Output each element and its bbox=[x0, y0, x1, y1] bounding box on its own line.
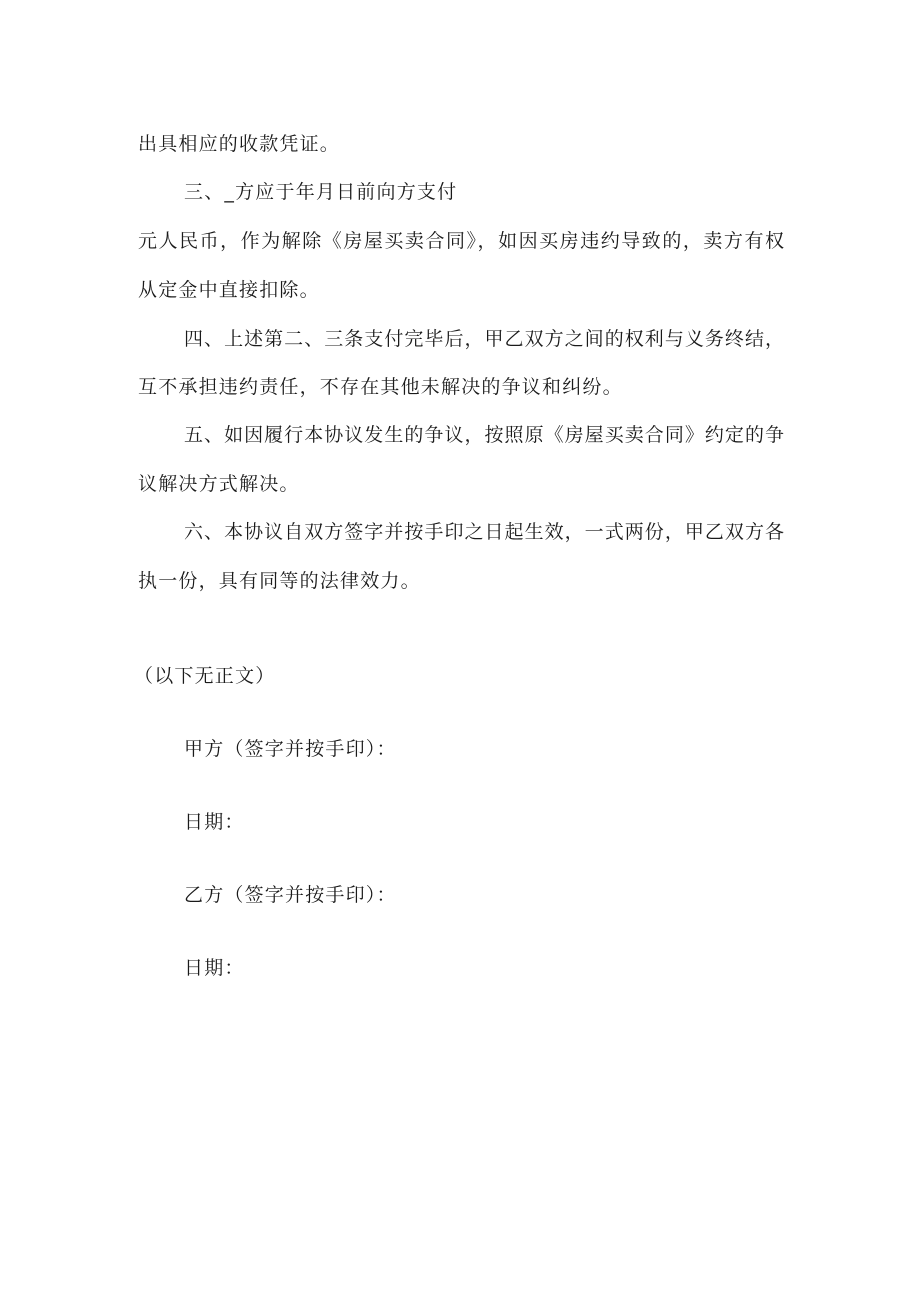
paragraph-line: 元人民币，作为解除《房屋买卖合同》，如因买房违约导致的，卖方有权 bbox=[138, 230, 784, 252]
party-b-date-label: 日期： bbox=[184, 957, 245, 979]
clause-five-line: 五、如因履行本协议发生的争议，按照原《房屋买卖合同》约定的争 bbox=[184, 424, 784, 446]
clause-six-line: 六、本协议自双方签字并按手印之日起生效，一式两份，甲乙双方各 bbox=[184, 521, 784, 543]
paragraph-line: 从定金中直接扣除。 bbox=[138, 279, 320, 301]
clause-three-line: 三、_方应于年月日前向方支付 bbox=[184, 181, 458, 203]
paragraph-line: 议解决方式解决。 bbox=[138, 473, 300, 495]
party-b-signature-label: 乙方（签字并按手印）： bbox=[184, 884, 397, 906]
end-of-text-note: （以下无正文） bbox=[134, 665, 276, 687]
party-a-date-label: 日期： bbox=[184, 811, 245, 833]
paragraph-line: 执一份，具有同等的法律效力。 bbox=[138, 570, 421, 592]
paragraph-line: 出具相应的收款凭证。 bbox=[138, 133, 341, 155]
clause-four-line: 四、上述第二、三条支付完毕后，甲乙双方之间的权利与义务终结， bbox=[184, 328, 784, 350]
party-a-signature-label: 甲方（签字并按手印）： bbox=[184, 738, 397, 760]
paragraph-line: 互不承担违约责任，不存在其他未解决的争议和纠纷。 bbox=[138, 376, 623, 398]
